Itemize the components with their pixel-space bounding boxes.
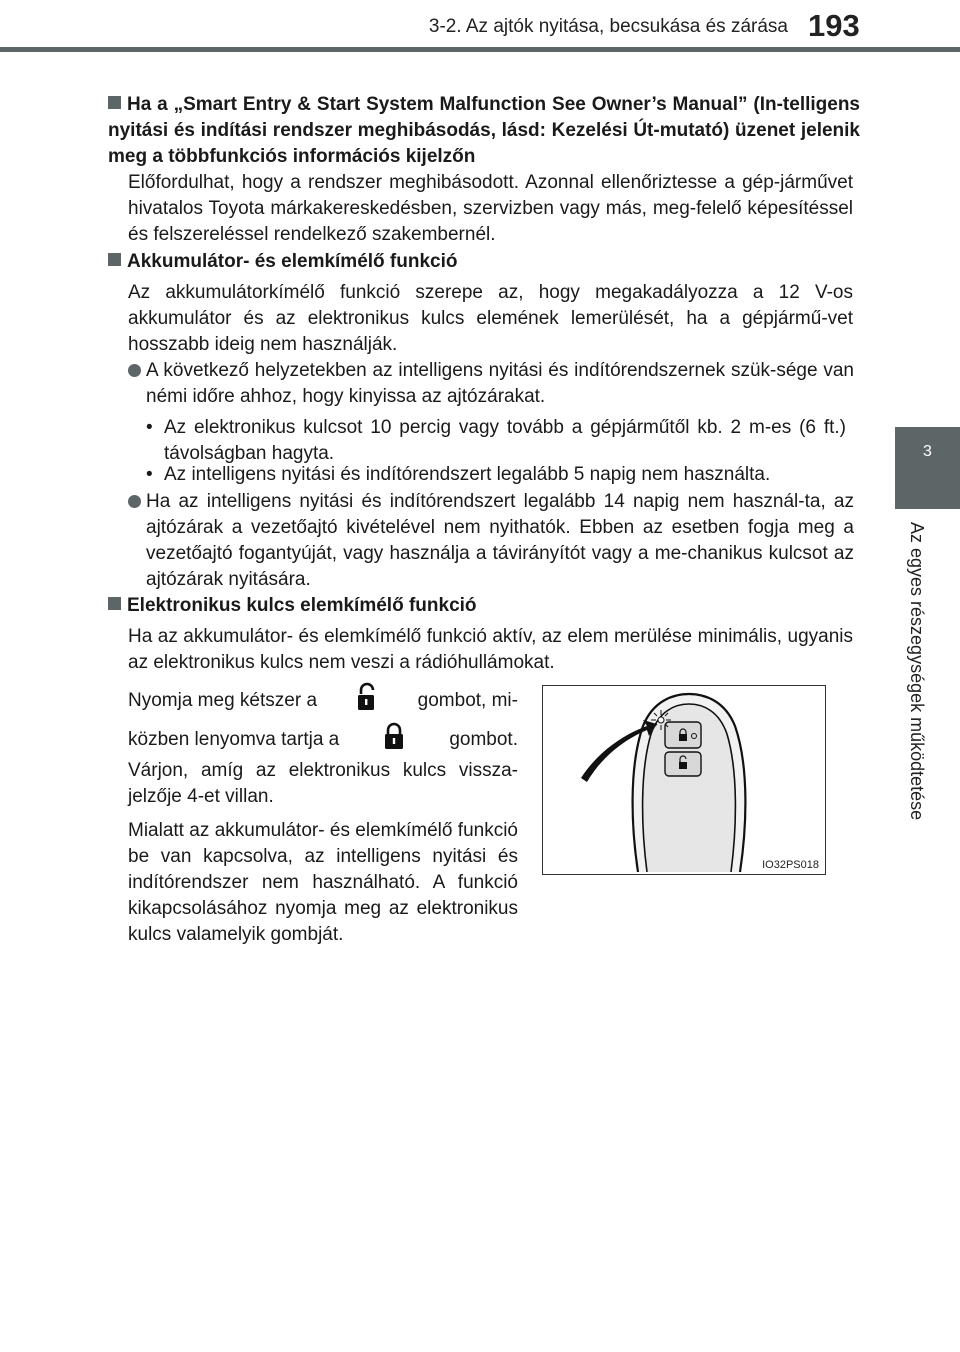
section-body-2: Az akkumulátorkímélő funkció szerepe az, hogy megakadályozza a 12 V-os akkumulátor és az elektronikus kulcs elemének lemerülését, ha a gépjármű-vet hosszabb ideig nem használják.	[128, 282, 853, 355]
figure-caption: IO32PS018	[762, 859, 819, 871]
square-bullet-icon	[108, 253, 121, 266]
header-rule	[0, 47, 960, 52]
electronic-key-illustration	[543, 686, 824, 873]
chapter-title-vertical	[897, 522, 937, 862]
section-heading-1	[108, 92, 860, 170]
section-body-3: Ha az akkumulátor- és elemkímélő funkció aktív, az elem merülése minimális, ugyanis az elektronikus kulcs nem veszi a rádióhullámokat.	[128, 626, 853, 673]
heading-text: Ha a „Smart Entry & Start System Malfunction See Owner’s Manual” (In-telligens nyitási és indítási rendszer meghibásodás, lásd: Kezelési Út-mutató) üzenet jelenik meg a többfunkciós információs kijelzőn	[108, 94, 860, 167]
running-header: 3-2. Az ajtók nyitása, becsukása és zárása	[428, 16, 788, 37]
instruction-fragment: gombot.	[449, 729, 518, 750]
heading-text: Akkumulátor- és elemkímélő funkció	[127, 251, 458, 272]
heading-text: Elektronikus kulcs elemkímélő funkció	[127, 595, 477, 616]
sub-list-item	[146, 415, 846, 467]
square-bullet-icon	[108, 597, 121, 610]
section-body-1: Előfordulhat, hogy a rendszer meghibásodott. Azonnal ellenőriztesse a gép-járművet hivatalos Toyota márkakereskedésben, szervizben vagy más, meg-felelő képesítéssel és felszereléssel rendelkező szakembernél.	[128, 172, 853, 245]
round-bullet-icon	[128, 364, 141, 377]
instruction-text	[128, 684, 518, 948]
chapter-number: 3	[923, 443, 932, 460]
section-heading-2	[108, 249, 860, 275]
page-number: 193	[808, 8, 860, 43]
sub-list-item	[146, 462, 846, 488]
bullet-text: A következő helyzetekben az intelligens nyitási és indítórendszernek szük-sége van némi időre ahhoz, hogy kinyissa az ajtózárakat.	[146, 360, 854, 407]
section-heading-3	[108, 593, 860, 619]
list-item	[128, 489, 854, 593]
sub-bullet-text: Az elektronikus kulcsot 10 percig vagy tovább a gépjárműtől kb. 2 m-es (6 ft.) távolságban hagyta.	[164, 417, 846, 464]
instruction-fragment: közben lenyomva tartja a	[128, 729, 340, 750]
unlock-icon	[355, 682, 379, 720]
sub-bullet-text: Az intelligens nyitási és indítórendszert legalább 5 napig nem használta.	[164, 464, 771, 485]
instruction-line-2	[128, 722, 518, 758]
sub-bullet-mark: •	[146, 464, 153, 485]
chapter-title: Az egyes részegységek működtetése	[907, 522, 927, 821]
electronic-key-figure	[542, 685, 826, 875]
instruction-fragment: Nyomja meg kétszer a	[128, 690, 318, 711]
lock-icon	[382, 721, 406, 759]
chapter-tab	[895, 427, 960, 509]
instruction-line-1	[128, 684, 518, 718]
round-bullet-icon	[128, 495, 141, 508]
instruction-rest: Várjon, amíg az elektronikus kulcs vissza-jelzője 4-et villan.	[128, 760, 518, 807]
bullet-text: Ha az intelligens nyitási és indítórendszert legalább 14 napig nem használ-ta, az ajtózárak a vezetőajtó kivételével nem nyithatók. Ebben az esetben fogja meg a vezetőajtó fogantyúját, vagy használja a távirányítót vagy a me-chanikus kulcsot az ajtózárak nyitására.	[146, 491, 854, 590]
sub-bullet-mark: •	[146, 417, 153, 438]
list-item	[128, 358, 854, 410]
instruction-fragment: gombot, mi-	[417, 690, 518, 711]
square-bullet-icon	[108, 96, 121, 109]
battery-saver-note: Mialatt az akkumulátor- és elemkímélő funkció be van kapcsolva, az intelligens nyitási és indítórendszer nem használható. A funkció kikapcsolásához nyomja meg az elektronikus kulcs valamelyik gombját.	[128, 820, 518, 945]
